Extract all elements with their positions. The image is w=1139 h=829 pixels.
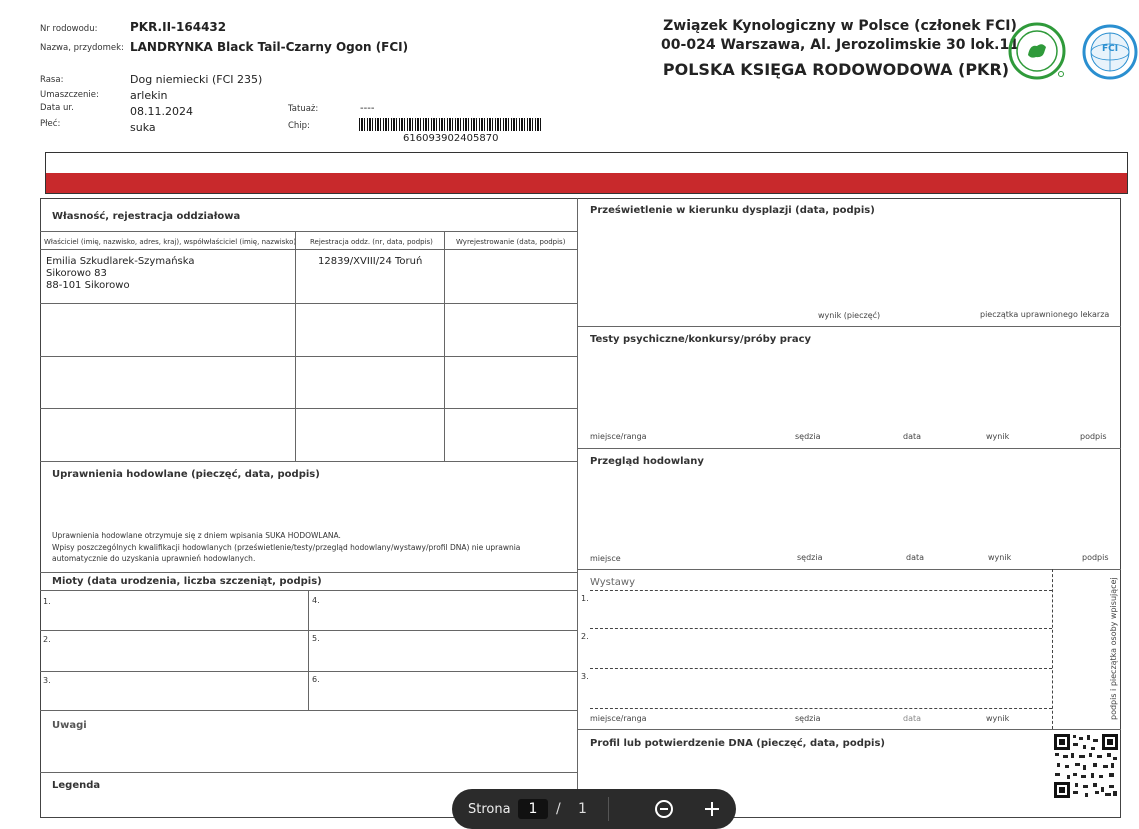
litter-3: 3. bbox=[43, 676, 51, 685]
tattoo-label: Tatuaż: bbox=[288, 104, 319, 114]
litter-2: 2. bbox=[43, 635, 51, 644]
qr-code bbox=[1053, 733, 1119, 799]
litters-title: Mioty (data urodzenia, liczba szczeniąt, podpis) bbox=[52, 576, 322, 587]
chip-barcode bbox=[359, 118, 543, 131]
dob-label: Data ur. bbox=[40, 103, 74, 113]
zoom-out-icon[interactable] bbox=[652, 797, 676, 821]
litter-5: 5. bbox=[312, 634, 320, 643]
breeding-rights-title: Uprawnienia hodowlane (pieczęć, data, podpis) bbox=[52, 469, 320, 480]
divider bbox=[40, 710, 577, 711]
chip-label: Chip: bbox=[288, 121, 310, 131]
xray-result-label: wynik (pieczęć) bbox=[818, 311, 881, 320]
name-label: Nazwa, przydomek: bbox=[40, 43, 124, 53]
divider bbox=[40, 461, 577, 462]
breed-value: Dog niemiecki (FCI 235) bbox=[130, 73, 263, 86]
sex-value: suka bbox=[130, 121, 156, 134]
color-label: Umaszczenie: bbox=[40, 90, 99, 100]
divider bbox=[590, 590, 1052, 591]
show-1: 1. bbox=[581, 594, 589, 603]
tests-judge-label: sędzia bbox=[795, 432, 821, 441]
litter-1: 1. bbox=[43, 597, 51, 606]
divider bbox=[577, 569, 1121, 570]
review-judge-label: sędzia bbox=[797, 553, 823, 562]
tattoo-value: ---- bbox=[360, 103, 375, 114]
review-result-label: wynik bbox=[988, 553, 1012, 562]
zkwp-logo bbox=[1006, 22, 1068, 80]
form-frame bbox=[40, 198, 1121, 818]
tests-title: Testy psychiczne/konkursy/próby pracy bbox=[590, 334, 812, 345]
breed-label: Rasa: bbox=[40, 75, 64, 85]
review-place-label: miejsce bbox=[590, 554, 621, 563]
tests-result-label: wynik bbox=[986, 432, 1010, 441]
divider bbox=[577, 326, 1121, 327]
fci-logo-text: FCI bbox=[1101, 44, 1119, 54]
breeding-rights-note bbox=[52, 530, 520, 565]
page-separator: / bbox=[556, 801, 561, 817]
divider bbox=[1052, 569, 1053, 729]
show-3: 3. bbox=[581, 672, 589, 681]
color-value: arlekin bbox=[130, 89, 168, 102]
column-divider bbox=[577, 198, 578, 818]
zoom-in-icon[interactable] bbox=[700, 797, 724, 821]
note-line2: Wpisy poszczególnych kwalifikacji hodowlanych (prześwietlenie/testy/przegląd hodowlany/wystawy/profil DNA) nie uprawnia bbox=[52, 542, 521, 552]
shows-place-label: miejsce/ranga bbox=[590, 714, 647, 723]
owner-name: Emilia Szkudlarek-Szymańska bbox=[46, 256, 195, 267]
owner-city: 88-101 Sikorowo bbox=[46, 280, 130, 291]
shows-result-label: wynik bbox=[986, 714, 1010, 723]
divider bbox=[40, 303, 577, 304]
tests-place-label: miejsce/ranga bbox=[590, 432, 647, 441]
tests-signature-label: podpis bbox=[1080, 432, 1107, 441]
page-label: Strona bbox=[468, 802, 511, 817]
shows-signature-vertical bbox=[1101, 577, 1118, 720]
divider bbox=[444, 231, 445, 461]
divider bbox=[295, 231, 296, 461]
shows-date-label: data bbox=[903, 714, 922, 723]
org-name: Związek Kynologiczny w Polsce (członek FCI) bbox=[663, 18, 1017, 34]
divider bbox=[40, 249, 577, 250]
col-dereg-header: Wyrejestrowanie (data, podpis) bbox=[456, 238, 566, 246]
ownership-title: Własność, rejestracja oddziałowa bbox=[52, 211, 241, 222]
divider bbox=[40, 408, 577, 409]
divider bbox=[590, 668, 1052, 669]
reg-no-value: PKR.II-164432 bbox=[130, 20, 227, 34]
divider bbox=[577, 448, 1121, 449]
xray-stamp-label: pieczątka uprawnionego lekarza bbox=[980, 310, 1110, 319]
page-number-input[interactable]: 1 bbox=[518, 799, 548, 819]
dna-title: Profil lub potwierdzenie DNA (pieczęć, data, podpis) bbox=[590, 738, 885, 749]
red-stripe-frame bbox=[45, 152, 1128, 194]
reg-no-label: Nr rodowodu: bbox=[40, 24, 98, 34]
registry-title: POLSKA KSIĘGA RODOWODOWA (PKR) bbox=[662, 60, 1010, 79]
remarks-title: Uwagi bbox=[52, 720, 87, 731]
divider bbox=[40, 572, 577, 573]
note-line3: automatycznie do uzyskania uprawnień hodowlanych. bbox=[52, 554, 256, 563]
owner-street: Sikorowo 83 bbox=[46, 268, 107, 279]
divider bbox=[40, 231, 577, 232]
col-reg-header: Rejestracja oddz. (nr, data, podpis) bbox=[310, 238, 433, 246]
chip-number: 616093902405870 bbox=[403, 133, 499, 144]
divider bbox=[40, 671, 577, 672]
divider bbox=[590, 628, 1052, 629]
dog-name: LANDRYNKA Black Tail-Czarny Ogon (FCI) bbox=[130, 40, 409, 54]
xray-title: Prześwietlenie w kierunku dysplazji (data, podpis) bbox=[590, 205, 875, 216]
page-total: 1 bbox=[578, 801, 587, 817]
divider bbox=[40, 630, 577, 631]
review-signature-label: podpis bbox=[1082, 553, 1109, 562]
toolbar-divider bbox=[608, 797, 609, 821]
shows-title: Wystawy bbox=[590, 577, 635, 588]
divider bbox=[40, 356, 577, 357]
red-stripe bbox=[46, 173, 1127, 193]
shows-signature-vertical-text: podpis i pieczątka osoby wpisującej bbox=[1109, 577, 1118, 720]
reg-value: 12839/XVIII/24 Toruń bbox=[318, 256, 423, 267]
litter-4: 4. bbox=[312, 596, 320, 605]
org-address: 00-024 Warszawa, Al. Jerozolimskie 30 lok.11 bbox=[661, 37, 1019, 53]
review-title: Przegląd hodowlany bbox=[590, 456, 704, 467]
divider bbox=[590, 708, 1052, 709]
note-line1: Uprawnienia hodowlane otrzymuje się z dniem wpisania SUKA HODOWLANA. bbox=[52, 531, 341, 540]
owner-cell bbox=[46, 256, 195, 292]
dob-value: 08.11.2024 bbox=[130, 105, 193, 118]
divider bbox=[308, 590, 309, 710]
litter-6: 6. bbox=[312, 675, 320, 684]
shows-judge-label: sędzia bbox=[795, 714, 821, 723]
viewer-toolbar bbox=[452, 789, 736, 829]
divider bbox=[577, 729, 1121, 730]
legend-title: Legenda bbox=[52, 780, 101, 791]
sex-label: Płeć: bbox=[40, 119, 61, 129]
col-owner-header: Właściciel (imię, nazwisko, adres, kraj), współwłaściciel (imię, nazwisko) bbox=[44, 238, 297, 246]
divider bbox=[40, 772, 577, 773]
tests-date-label: data bbox=[903, 432, 922, 441]
review-date-label: data bbox=[906, 553, 925, 562]
show-2: 2. bbox=[581, 632, 589, 641]
